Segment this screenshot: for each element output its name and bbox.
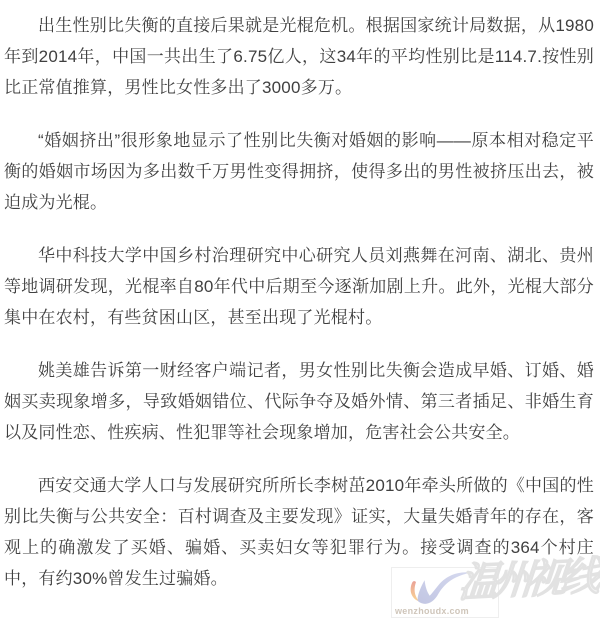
site-watermark bbox=[391, 550, 599, 620]
paragraph-rural-bachelors: 华中科技大学中国乡村治理研究中心研究人员刘燕舞在河南、湖北、贵州等地调研发现，光棍率自80年代中后期至今逐渐加剧上升。此外，光棍大部分集中在农村，有些贫困山区，甚至出现了光棍村。 bbox=[4, 246, 594, 327]
paragraph-social-effects: 姚美雄告诉第一财经客户端记者，男女性别比失衡会造成早婚、订婚、婚姻买卖现象增多，导致婚姻错位、代际争夺及婚外情、第三者插足、非婚生育以及同性恋、性疾病、性犯罪等社会现象增加，危害社会公共安全。 bbox=[4, 361, 594, 442]
paragraph-survey-findings: 西安交通大学人口与发展研究所所长李树茁2010年牵头所做的《中国的性别比失衡与公共安全：百村调查及主要发现》证实，大量失婚青年的存在，客观上的确激发了买婚、骗婚、买卖妇女等犯罪行为。接受调查的364个村庄中，有约30%曾发生过骗婚。 bbox=[4, 476, 594, 588]
watermark-brand-calligraphy: 温州视线 bbox=[457, 554, 597, 606]
paragraph-marriage-squeeze: “婚姻挤出”很形象地显示了性别比失衡对婚姻的影响——原本相对稳定平衡的婚姻市场因为多出数千万男性变得拥挤，使得多出的男性被挤压出去，被迫成为光棍。 bbox=[4, 131, 594, 212]
watermark-domain-text: wenzhoudx.com bbox=[395, 606, 469, 616]
paragraph-birth-ratio: 出生性别比失衡的直接后果就是光棍危机。根据国家统计局数据，从1980年到2014年，中国一共出生了6.75亿人，这34年的平均性别比是114.7.按性别比正常值推算，男性比女性多出了3000多万。 bbox=[4, 16, 594, 97]
